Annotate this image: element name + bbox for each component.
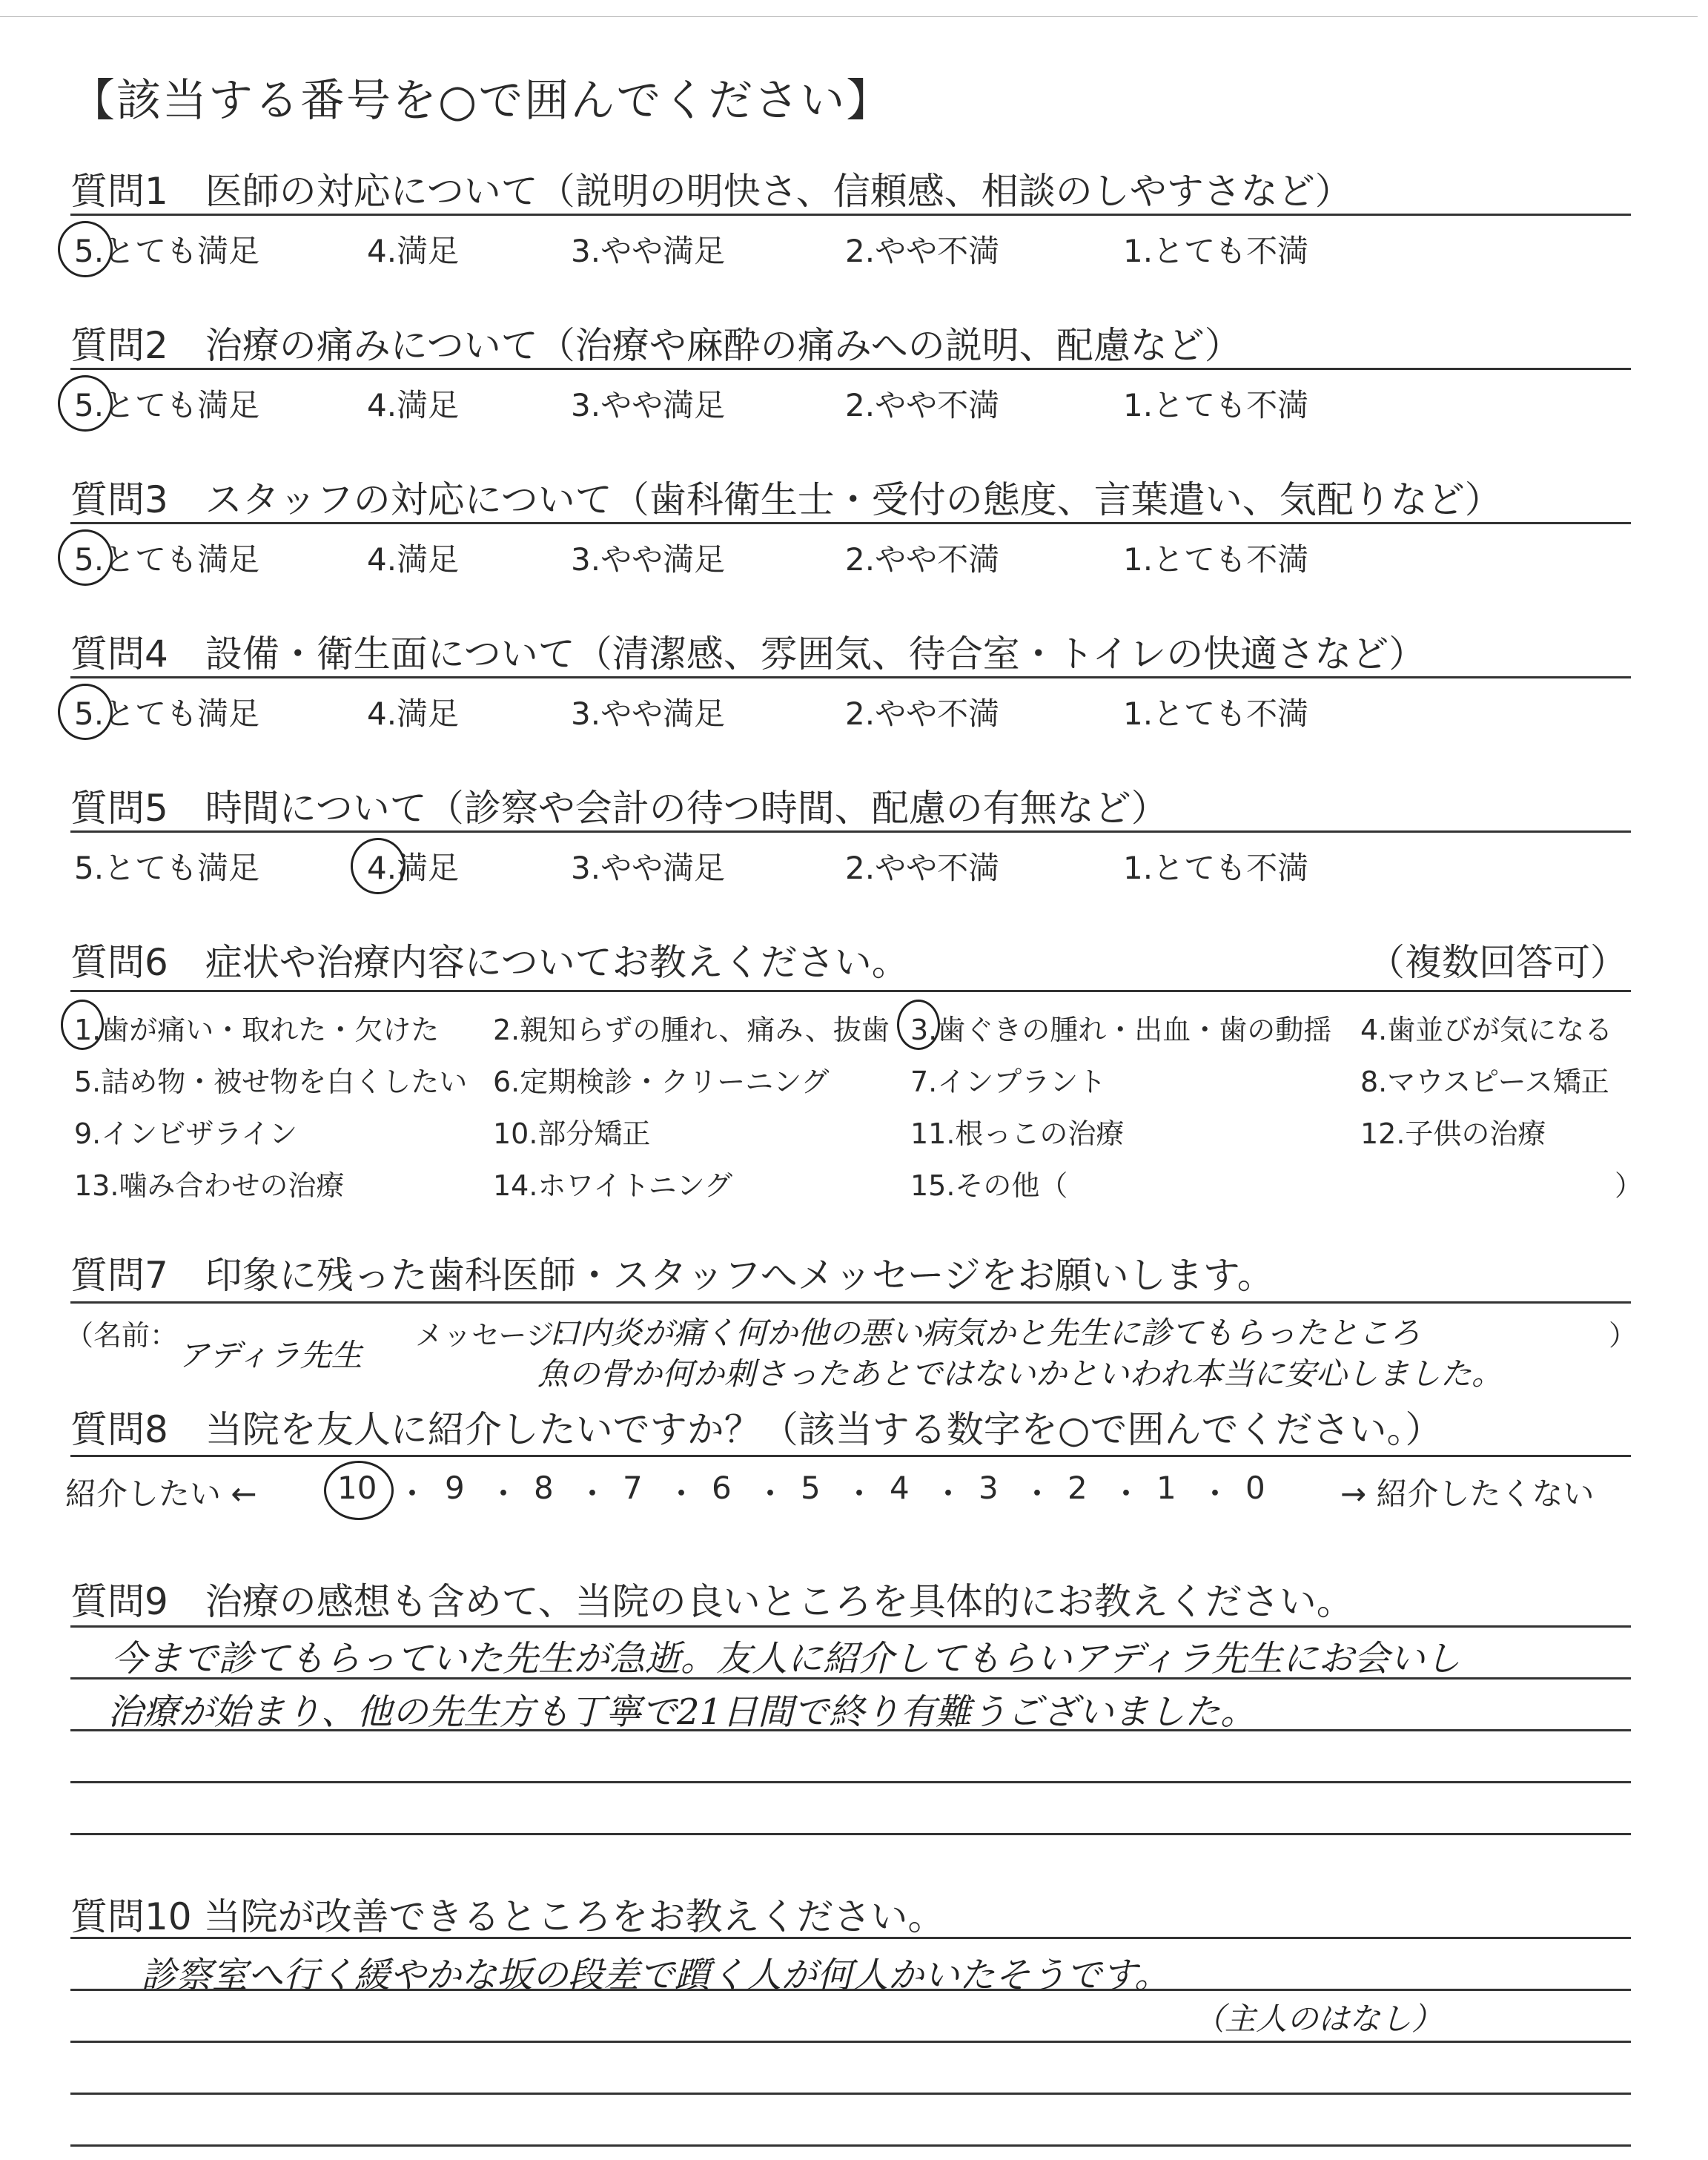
q7-title: 質問7 印象に残った歯科医師・スタッフへメッセージをお願いします。	[70, 1254, 1274, 1297]
q3-selection-circle	[58, 529, 113, 586]
q1-option-3[interactable]: 3.やや満足	[571, 233, 726, 269]
q6-item-10[interactable]: 10.部分矯正	[493, 1117, 651, 1150]
q5-rule	[70, 830, 1631, 833]
q8-rule	[70, 1455, 1631, 1457]
q6-item-4[interactable]: 4.歯並びが気になる	[1360, 1014, 1613, 1046]
q10-answer-line2[interactable]: （主人のはなし）	[1194, 2001, 1443, 2037]
q6-item-5[interactable]: 5.詰め物・被せ物を白くしたい	[74, 1066, 468, 1098]
q1-rule	[70, 214, 1631, 216]
q2-selection-circle	[58, 375, 113, 432]
q10-title: 質問10 当院が改善できるところをお教えください。	[70, 1895, 945, 1938]
q7-close-paren: ）	[1609, 1319, 1638, 1352]
q7-name-label: （名前：	[65, 1319, 179, 1352]
q2-option-2[interactable]: 2.やや不満	[845, 387, 1000, 423]
q10-rule-5	[70, 2144, 1631, 2147]
q10-answer-line1[interactable]: 診察室へ行く緩やかな坂の段差で躓く人が何人かいたそうです。	[141, 1955, 1171, 1996]
q3-option-1[interactable]: 1.とても不満	[1123, 541, 1309, 578]
q8-left-label: 紹介したい ←	[65, 1476, 257, 1512]
q8-scale-separator: ・	[1022, 1476, 1053, 1512]
q2-option-3[interactable]: 3.やや満足	[571, 387, 726, 423]
q5-option-2[interactable]: 2.やや不満	[845, 850, 1000, 886]
q9-rule-5	[70, 1833, 1631, 1835]
q4-option-5[interactable]: 5.とても満足	[74, 696, 260, 732]
q7-rule	[70, 1301, 1631, 1304]
q4-title: 質問4 設備・衛生面について（清潔感、雰囲気、待合室・トイレの快適さなど）	[70, 633, 1426, 676]
q6-note: （複数回答可）	[1368, 941, 1627, 984]
q4-rule	[70, 676, 1631, 678]
q9-answer-line2[interactable]: 治療が始まり、他の先生方も丁寧で21日間で終り有難うございました。	[107, 1691, 1257, 1733]
q6-item-11[interactable]: 11.根っこの治療	[910, 1117, 1125, 1150]
q5-option-4[interactable]: 4.満足	[367, 850, 460, 886]
q4-selection-circle	[58, 684, 113, 740]
q8-scale-5[interactable]: 5	[801, 1470, 821, 1506]
q8-scale-separator: ・	[755, 1476, 787, 1512]
q6-item-14[interactable]: 14.ホワイトニング	[493, 1169, 733, 1202]
q4-option-1[interactable]: 1.とても不満	[1123, 696, 1309, 732]
q6-item-6[interactable]: 6.定期検診・クリーニング	[493, 1066, 830, 1098]
q8-scale-7[interactable]: 7	[623, 1470, 643, 1506]
q6-item-7[interactable]: 7.インプラント	[910, 1066, 1107, 1098]
q8-scale-separator: ・	[1199, 1476, 1231, 1512]
q8-scale-separator: ・	[933, 1476, 964, 1512]
q6-title: 質問6 症状や治療内容についてお教えください。	[70, 941, 909, 984]
q9-rule-4	[70, 1781, 1631, 1783]
q8-scale-6[interactable]: 6	[712, 1470, 732, 1506]
q6-item-9[interactable]: 9.インビザライン	[74, 1117, 298, 1150]
q10-rule-1	[70, 1937, 1631, 1939]
q6-item-15[interactable]: 15.その他（	[910, 1169, 1068, 1202]
q8-scale-9[interactable]: 9	[445, 1470, 465, 1506]
q8-scale-separator: ・	[1110, 1476, 1142, 1512]
q6-rule	[70, 990, 1631, 992]
q9-rule-1	[70, 1625, 1631, 1628]
q4-option-4[interactable]: 4.満足	[367, 696, 460, 732]
q8-scale-2[interactable]: 2	[1068, 1470, 1088, 1506]
q1-option-5[interactable]: 5.とても満足	[74, 233, 260, 269]
q8-scale-separator: ・	[844, 1476, 875, 1512]
q1-option-4[interactable]: 4.満足	[367, 233, 460, 269]
q4-option-3[interactable]: 3.やや満足	[571, 696, 726, 732]
q3-rule	[70, 522, 1631, 524]
q8-scale-separator: ・	[397, 1476, 428, 1512]
q8-scale-4[interactable]: 4	[890, 1470, 910, 1506]
q8-right-label: → 紹介したくない	[1340, 1476, 1595, 1512]
q8-title: 質問8 当院を友人に紹介したいですか？（該当する数字を○で囲んでください。）	[70, 1408, 1443, 1451]
q4-option-2[interactable]: 2.やや不満	[845, 696, 1000, 732]
q3-option-2[interactable]: 2.やや不満	[845, 541, 1000, 578]
q6-selection-circle-1	[61, 1000, 104, 1050]
q6-other-close: ）	[1615, 1169, 1644, 1202]
q2-title: 質問2 治療の痛みについて（治療や麻酔の痛みへの説明、配慮など）	[70, 324, 1242, 367]
q7-message-line1[interactable]: 口内炎が痛く何か他の悪い病気かと先生に診てもらったところ	[549, 1315, 1421, 1351]
q6-item-3[interactable]: 3.歯ぐきの腫れ・出血・歯の動揺	[910, 1014, 1332, 1046]
q2-rule	[70, 368, 1631, 370]
q6-item-1[interactable]: 1.歯が痛い・取れた・欠けた	[74, 1014, 440, 1046]
q6-item-12[interactable]: 12.子供の治療	[1360, 1117, 1546, 1150]
q8-scale-1[interactable]: 1	[1156, 1470, 1176, 1506]
q7-message-label: メッセージ：	[415, 1319, 583, 1352]
q10-rule-3	[70, 2041, 1631, 2043]
q1-option-2[interactable]: 2.やや不満	[845, 233, 1000, 269]
q3-option-4[interactable]: 4.満足	[367, 541, 460, 578]
q9-answer-line1[interactable]: 今まで診てもらっていた先生が急逝。友人に紹介してもらいアディラ先生にお会いし	[111, 1638, 1461, 1680]
q8-scale-3[interactable]: 3	[979, 1470, 999, 1506]
q10-rule-4	[70, 2093, 1631, 2095]
q6-item-13[interactable]: 13.噛み合わせの治療	[74, 1169, 345, 1202]
q9-title: 質問9 治療の感想も含めて、当院の良いところを具体的にお教えください。	[70, 1580, 1354, 1623]
q8-scale-separator: ・	[577, 1476, 609, 1512]
q5-selection-circle	[351, 838, 406, 894]
q8-selection-circle	[324, 1461, 394, 1520]
q2-option-1[interactable]: 1.とても不満	[1123, 387, 1309, 423]
q6-selection-circle-3	[897, 1000, 940, 1050]
q7-message-line2[interactable]: 魚の骨か何か刺さったあとではないかといわれ本当に安心しました。	[537, 1355, 1503, 1392]
q3-option-3[interactable]: 3.やや満足	[571, 541, 726, 578]
q8-scale-separator: ・	[488, 1476, 520, 1512]
q5-option-3[interactable]: 3.やや満足	[571, 850, 726, 886]
q3-title: 質問3 スタッフの対応について（歯科衛生士・受付の態度、言葉遣い、気配りなど）	[70, 478, 1502, 521]
q6-item-2[interactable]: 2.親知らずの腫れ、痛み、抜歯	[493, 1014, 890, 1046]
q5-option-1[interactable]: 1.とても不満	[1123, 850, 1309, 886]
q8-scale-10[interactable]: 10	[337, 1470, 377, 1506]
q7-name-value[interactable]: アディラ先生	[178, 1337, 363, 1373]
q8-scale-0[interactable]: 0	[1245, 1470, 1265, 1506]
q1-option-1[interactable]: 1.とても不満	[1123, 233, 1309, 269]
q8-scale-separator: ・	[666, 1476, 698, 1512]
q5-title: 質問5 時間について（診察や会計の待つ時間、配慮の有無など）	[70, 787, 1168, 830]
q3-option-5[interactable]: 5.とても満足	[74, 541, 260, 578]
page-title: 【該当する番号を○で囲んでください】	[70, 75, 893, 127]
q1-title: 質問1 医師の対応について（説明の明快さ、信頼感、相談のしやすさなど）	[70, 170, 1352, 213]
q8-scale-8[interactable]: 8	[534, 1470, 554, 1506]
q6-item-8[interactable]: 8.マウスピース矯正	[1360, 1066, 1609, 1098]
q5-option-5[interactable]: 5.とても満足	[74, 850, 260, 886]
q2-option-4[interactable]: 4.満足	[367, 387, 460, 423]
q2-option-5[interactable]: 5.とても満足	[74, 387, 260, 423]
q1-selection-circle	[58, 221, 113, 277]
scan-top-edge	[0, 16, 1698, 17]
